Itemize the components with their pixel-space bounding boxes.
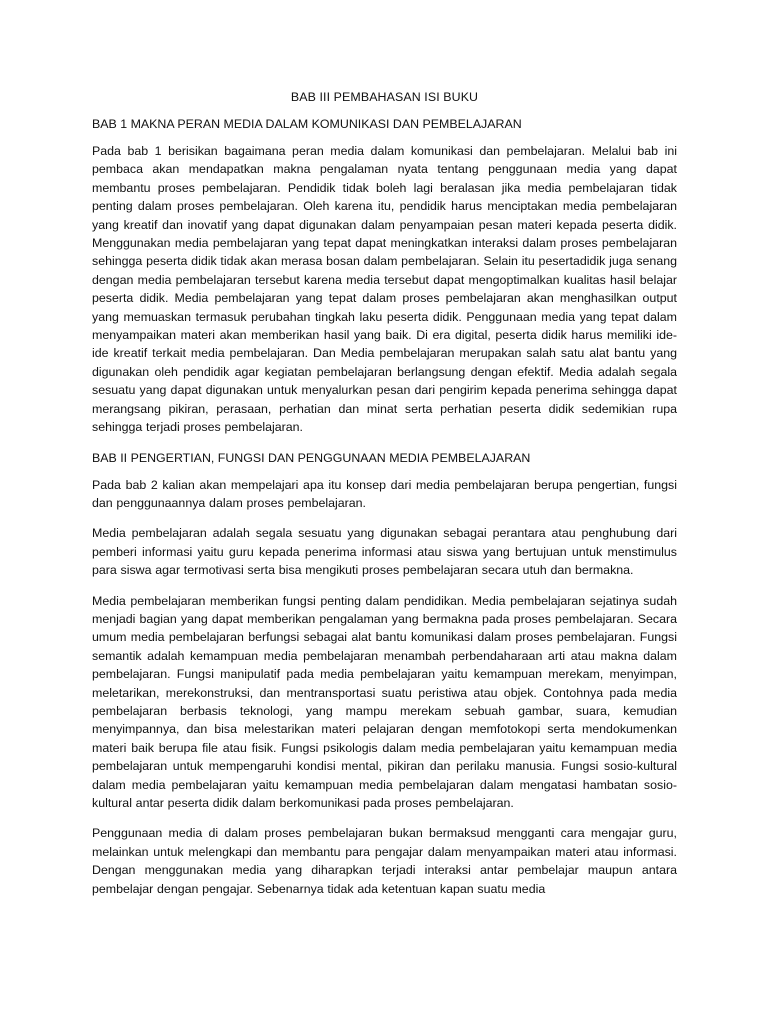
section-2-paragraph-1: Pada bab 2 kalian akan mempelajari apa itu konsep dari media pembelajaran berupa pengertian, fungsi dan penggunaannya dalam proses pembelajaran. bbox=[92, 477, 677, 510]
section-2-paragraph-2: Media pembelajaran adalah segala sesuatu yang digunakan sebagai perantara atau penghubung dari pemberi informasi yaitu guru kepada penerima informasi atau siswa yang bertujuan untuk menstimulus para siswa agar termotivasi serta bisa mengikuti proses pembelajaran secara utuh dan bermakna. bbox=[92, 526, 677, 578]
document-title: BAB III PEMBAHASAN ISI BUKU bbox=[290, 90, 479, 104]
section-2-paragraph-4: Penggunaan media di dalam proses pembelajaran bukan bermaksud mengganti cara mengajar guru, melainkan untuk melengkapi dan membantu para pengajar dalam menyampaikan materi atau informasi. Dengan menggunakan media yang diharapkan terjadi interaksi antar pembelajar maupun antara pembelajar dengan pengajar. Sebenarnya tidak ada ketentuan kapan suatu media bbox=[92, 826, 677, 896]
section-1-paragraph-1: Pada bab 1 berisikan bagaimana peran media dalam komunikasi dan pembelajaran. Melalui bab ini pembaca akan mendapatkan makna pengalaman nyata tentang penggunaan media yang dapat membantu proses pembelajaran. Pendidik tidak boleh lagi beralasan jika media pembelajaran tidak penting dalam proses pembelajaran. Oleh karena itu, pendidik harus menciptakan media pembelajaran yang kreatif dan inovatif yang dapat digunakan dalam penyampaian pesan materi kepada peserta didik. Menggunakan media pembelajaran yang tepat dapat meningkatkan interaksi dalam proses pembelajaran sehingga peserta didik tidak akan merasa bosan dalam pembelajaran. Selain itu pesertadidik juga senang dengan media pembelajaran tersebut karena media tersebut dapat mengoptimalkan kualitas hasil belajar peserta didik. Media pembelajaran yang tepat dalam proses pembelajaran akan menghasilkan output yang memuaskan termasuk perubahan tingkah laku peserta didik. Penggunaan media yang tepat dalam menyampaikan materi akan memberikan hasil yang baik. Di era digital, peserta didik harus memiliki ide-ide kreatif terkait media pembelajaran. Dan Media pembelajaran merupakan salah satu alat bantu yang digunakan oleh pendidik agar kegiatan pembelajaran berlangsung dengan efektif. Media adalah segala sesuatu yang dapat digunakan untuk menyalurkan pesan dari pengirim kepada penerima sehingga dapat merangsang pikiran, perasaan, perhatian dan minat serta perhatian peserta didik sedemikian rupa sehingga terjadi proses pembelajaran. bbox=[92, 144, 677, 435]
section-1-heading: BAB 1 MAKNA PERAN MEDIA DALAM KOMUNIKASI DAN PEMBELAJARAN bbox=[92, 117, 522, 131]
section-2-heading: BAB II PENGERTIAN, FUNGSI DAN PENGGUNAAN MEDIA PEMBELAJARAN bbox=[92, 450, 531, 465]
section-2-paragraph-3: Media pembelajaran memberikan fungsi penting dalam pendidikan. Media pembelajaran sejatinya sudah menjadi bagian yang dapat memberikan pengalaman yang bermakna pada proses pembelajaran. Secara umum media pembelajaran berfungsi sebagai alat bantu komunikasi dalam proses pembelajaran. Fungsi semantik adalah kemampuan media pembelajaran menambah perbendaharaan arti atau makna dalam pembelajaran. Fungsi manipulatif pada media pembelajaran yaitu kemampuan merekam, menyimpan, meletarikan, merekonstruksi, dan mentransportasi suatu peristiwa atau objek. Contohnya pada media pembelajaran berbasis teknologi, yang mampu merekam sebuah gambar, suara, kemudian menyimpannya, dan bisa melestarikan materi pelajaran dengan memfotokopi serta mendokumenkan materi baik berupa file atau fisik. Fungsi psikologis dalam media pembelajaran yaitu kemampuan media pembelajaran untuk mempengaruhi kondisi mental, pikiran dan perilaku manusia. Fungsi sosio-kultural dalam media pembelajaran yaitu kemampuan media pembelajaran dalam mengatasi hambatan sosio-kultural antar peserta didik dalam berkomunikasi pada proses pembelajaran. bbox=[92, 593, 677, 810]
